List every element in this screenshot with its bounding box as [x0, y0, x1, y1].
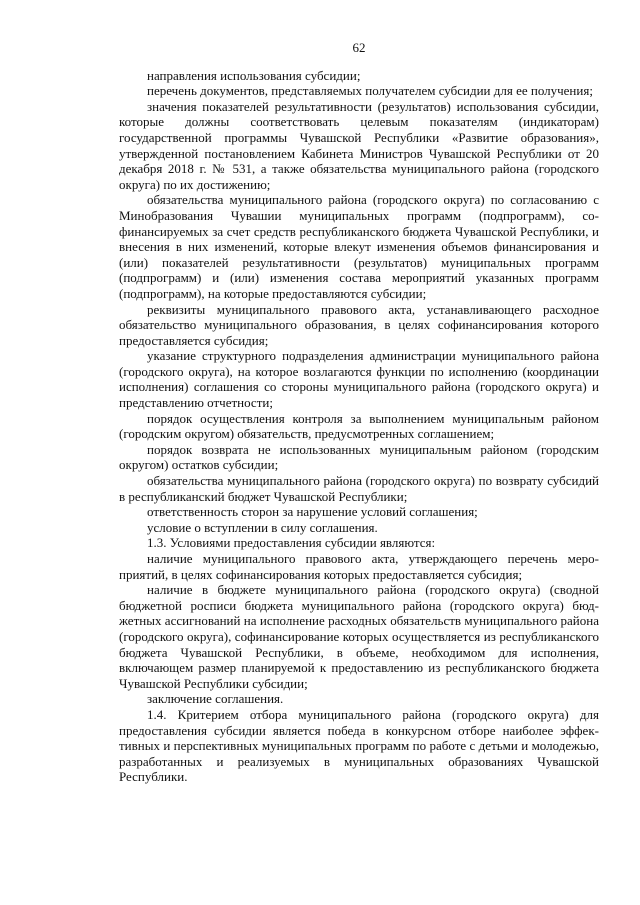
paragraph-1: направления использования субсидии; — [147, 67, 361, 83]
paragraph-12: 1.3. Условиями предоставления субсидии являются: — [147, 535, 436, 551]
paragraph-2: перечень документов, представляемых получателем субсидии для ее получения; — [147, 83, 593, 99]
paragraph-4: обязательства муниципального района (городского округа) по согласованию с Минобразования Чувашии муниципальных программ (подпрограмм), софинансируемых за счет средств республиканского бюджета Чувашской Республики, и внесения в них изменений, которые влекут изменения объемов финансирования и (или) показателей результативности (результатов) муниципальных программ (подпрограмм) и (или) изменения состава мероприятий указанных программ (подпрограмм), на которые предоставляются субсидии; — [119, 192, 599, 301]
paragraph-11: условие о вступлении в силу соглашения. — [147, 519, 378, 535]
paragraph-14: наличие в бюджете муниципального района (городского округа) (сводной бюджетной росписи бюджета муниципального района (городского округа) бюджетных ассигнований на исполнение расходных обязательств муниципального района (городского округа), софинансирование которых осуществляется из республиканского бюджета Чувашской Республики, в объеме, необходимом для исполнения, включающем размер планируемой к предоставлению из республиканского бюджета Чувашской Республики субсидии; — [119, 582, 599, 691]
paragraph-5: реквизиты муниципального правового акта, устанавливающего расходное обязательство муниципального образования, в целях софинансирования которого предоставляется субсидия; — [119, 301, 599, 348]
paragraph-6: указание структурного подразделения администрации муниципального района (городского округа), на которое возлагаются функции по исполнению (координации исполнения) соглашения со стороны муниципального района (городского округа) и представлению отчетности; — [119, 348, 599, 411]
paragraph-15: заключение соглашения. — [147, 691, 284, 707]
paragraph-9: обязательства муниципального района (городского округа) по возврату субсидий в республиканский бюджет Чувашской Республики; — [119, 473, 599, 504]
page-number: 62 — [352, 40, 366, 55]
paragraph-8: порядок возврата не использованных муниципальным районом (городским округом) остатков субсидии; — [119, 441, 599, 473]
paragraph-3: значения показателей результативности (результатов) использования субсидии, которые должны соответствовать целевым показателям (индикаторам) государственной программы Чувашской Республики «Развитие образования», утвержденной постановлением Кабинета Министров Чувашской Республики от 20 декабря 2018 г. № 531, а также обязательства муниципального района (городского округа) по их достижению; — [119, 98, 599, 192]
paragraph-7: порядок осуществления контроля за выполнением муниципальным районом (городским округом) обязательств, предусмотренных соглашением; — [119, 410, 599, 442]
paragraph-10: ответственность сторон за нарушение условий соглашения; — [147, 504, 478, 520]
paragraph-16: 1.4. Критерием отбора муниципального района (городского округа) для предоставления субсидии является победа в конкурсном отборе наиболее эффективных и перспективных муниципальных программ по работе с детьми и молодежью, разработанных и реализуемых в муниципальных образованиях Чувашской Республики. — [119, 706, 599, 785]
paragraph-13: наличие муниципального правового акта, утверждающего перечень мероприятий, в целях софинансирования которых предоставляется субсидия; — [119, 551, 599, 582]
